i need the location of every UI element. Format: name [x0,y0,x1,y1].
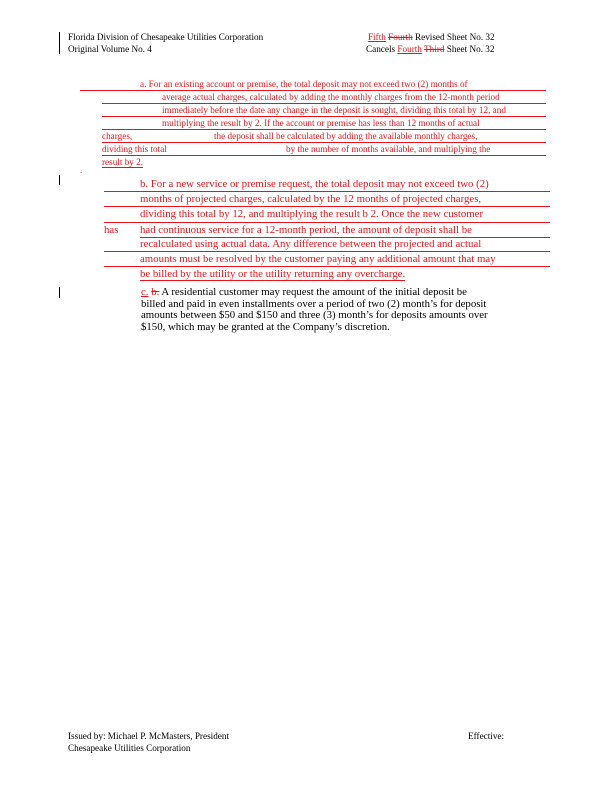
cancels-suffix: Sheet No. 32 [446,44,495,54]
revision-bar-b [59,175,60,185]
para-b-line-split [104,223,550,237]
para-b-line: b. For a new service or premise request, the total deposit may not exceed two (2) [104,177,550,192]
inserted-cancels-word: Fourth [397,44,422,54]
para-b-line: dividing this total by 12, and multiplying the result b 2. Once the new customer [104,207,550,222]
para-a-line: a. For an existing account or premise, the total deposit may not exceed two (2) months of [80,78,546,91]
para-c-line: $150, which may be granted at the Company’s discretion. [141,320,390,333]
para-b-line [104,267,550,281]
deleted-sheet-word: Fourth [388,32,413,42]
header-cancels-sheet [366,43,494,55]
header-company: Florida Division of Chesapeake Utilities Corporation [68,32,264,42]
para-c-line [141,287,547,299]
para-c-line: amounts between $50 and $150 and three (3) month’s for deposits amounts over [141,309,488,321]
para-b-word: be billed by the utility or the utility returning any overcharge. [140,268,406,281]
para-a-line [102,156,546,168]
para-a-line: immediately before the date any change in the deposit is sought, dividing this total by 12, and [102,104,546,117]
deleted-letter: b. [151,286,160,298]
inserted-sheet-word: Fifth [368,32,386,42]
para-a-word: charges, [102,131,133,141]
para-c-text: A residential customer may request the amount of the initial deposit be [161,286,467,298]
para-a-line-split [102,130,546,143]
para-a-word: dividing this total [102,144,167,154]
para-b-word: had continuous service for a 12-month period, the amount of deposit shall be [140,223,550,238]
footer-effective: Effective: [468,731,505,741]
sheet-suffix: Revised Sheet No. 32 [414,32,495,42]
para-a-line: multiplying the result by 2. If the account or premise has less than 12 months of actual [102,117,546,130]
footer-company: Chesapeake Utilities Corporation [68,743,191,753]
para-b-word: has [104,223,119,236]
header-revised-sheet [368,31,495,43]
deleted-cancels-word: Third [424,44,445,54]
para-c-line: billed and paid in even installments over a period of two (2) month’s for deposit [141,297,487,310]
para-b-line: months of projected charges, calculated by the 12 months of projected charges, [104,192,550,207]
paragraph-b [104,177,550,281]
footer-issued-by: Issued by: Michael P. McMasters, President [68,731,230,741]
para-a-line: average actual charges, calculated by adding the monthly charges from the 12-month period [102,91,546,104]
para-a-line-split [102,143,546,156]
revision-bar-c [59,287,60,298]
paragraph-c [141,287,547,333]
cancels-label: Cancels [366,44,396,54]
paragraph-a [80,78,546,168]
para-a-word: result by 2. [102,157,144,167]
marker-dot: . [80,165,83,175]
para-b-line: amounts must be resolved by the customer paying any additional amount that may [104,252,550,267]
inserted-letter: c. [141,286,149,298]
header-volume: Original Volume No. 4 [68,44,152,54]
para-a-word: the deposit shall be calculated by adding the available monthly charges, [214,131,478,141]
revision-bar-header [59,32,60,54]
para-a-word: by the number of months available, and multiplying the [286,144,491,154]
para-b-line: recalculated using actual data. Any difference between the projected and actual [104,237,550,252]
